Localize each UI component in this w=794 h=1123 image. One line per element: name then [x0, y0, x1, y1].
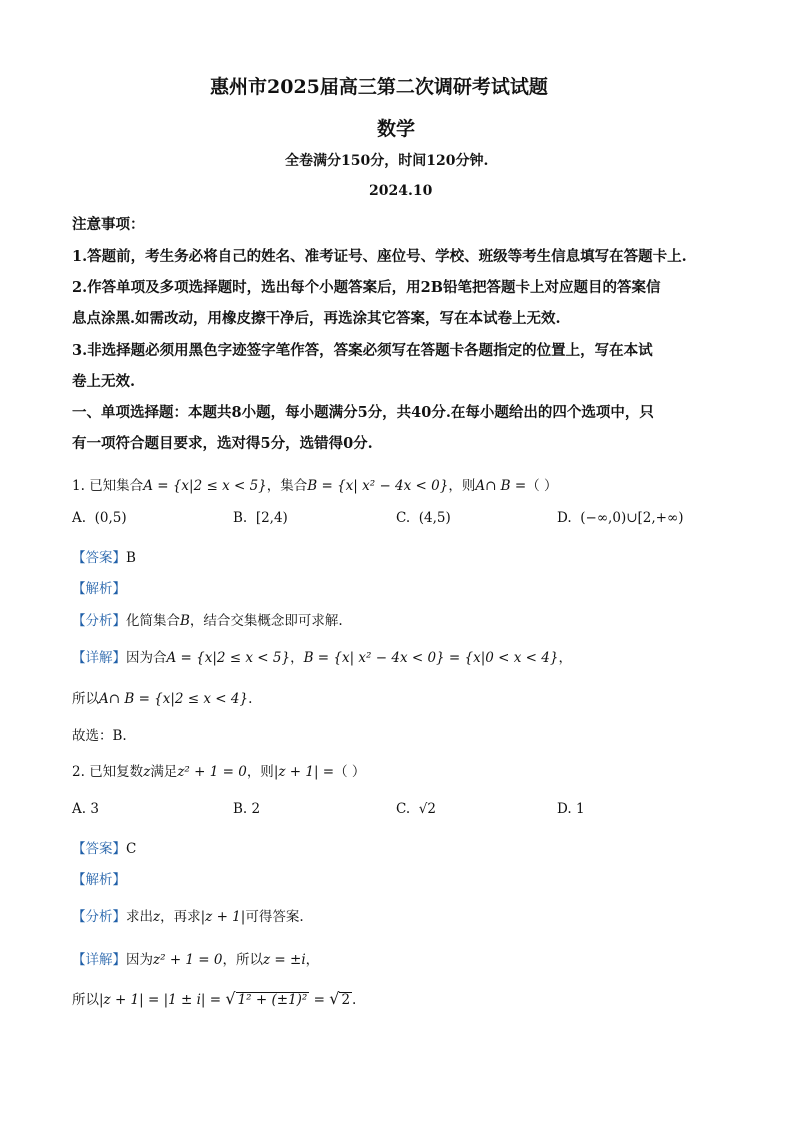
question-number: 2. — [72, 764, 85, 780]
option-value: 1 — [575, 801, 585, 817]
analysis-text: ，结合交集概念即可求解. — [189, 613, 343, 629]
notice-item-3-line-2: 卷上无效. — [72, 373, 136, 390]
option-a — [72, 510, 127, 526]
detail-text: ，所以 — [222, 952, 263, 968]
option-a — [72, 801, 99, 817]
option-d — [557, 510, 684, 526]
exam-info: 全卷满分150分，时间120分钟. — [285, 153, 489, 169]
subject-title: 数学 — [377, 118, 416, 140]
set-b-expr: B = {x| x² − 4x < 0} — [307, 478, 449, 494]
conclusion-expr: = — [313, 992, 325, 1008]
question-text: 满足 — [150, 764, 178, 780]
analysis-line — [72, 905, 304, 925]
answer-value: C — [126, 841, 137, 857]
analysis-text: 求出 — [126, 909, 153, 925]
detail-expr: A = {x|2 ≤ x < 5} — [166, 650, 291, 666]
section-1-line-2: 有一项符合题目要求，选对得5分，选错得0分. — [72, 435, 373, 452]
conclusion-line — [72, 687, 252, 707]
detail-end: ， — [305, 952, 320, 968]
conclusion-expr: |z + 1| = |1 ± i| = — [99, 992, 222, 1008]
sqrt-sign: √ — [329, 989, 340, 1008]
detail-end: ， — [558, 650, 572, 666]
question-1-stem — [72, 474, 558, 494]
option-value: (0,5) — [94, 510, 127, 526]
detail-expr: z = ±i — [263, 952, 306, 968]
sqrt-radicand: 2 — [341, 992, 351, 1008]
fenxi-tag: 【分析】 — [72, 613, 126, 629]
exam-date: 2024.10 — [369, 183, 433, 199]
answer-tag: 【答案】 — [72, 550, 126, 566]
detail-line — [72, 948, 319, 968]
detail-text: 因为 — [126, 952, 153, 968]
question-2-stem — [72, 760, 365, 780]
analysis-text: ，再求 — [160, 909, 201, 925]
var-z: z — [143, 764, 151, 780]
analysis-text: 化简集合 — [126, 613, 180, 629]
analysis-tag: 【解析】 — [72, 581, 126, 597]
option-value: (4,5) — [418, 510, 451, 526]
intersection-expr: A∩ B = — [475, 478, 527, 494]
sqrt-radicand: 1² + (±1)² — [237, 992, 308, 1008]
set-a-expr: A = {x|2 ≤ x < 5} — [143, 478, 267, 494]
option-value: (−∞,0)∪[2,+∞) — [580, 510, 684, 526]
sqrt-sign: √ — [225, 989, 236, 1008]
answer-line — [72, 837, 136, 857]
conclusion-text: 所以 — [72, 992, 99, 1008]
answer-blank: （ ） — [334, 764, 366, 780]
option-label: B. — [233, 801, 248, 817]
fenxi-tag: 【分析】 — [72, 909, 126, 925]
analysis-tag: 【解析】 — [72, 872, 126, 888]
option-value: [2,4) — [255, 510, 288, 526]
detail-expr: B = {x| x² − 4x < 0} = {x|0 < x < 4} — [303, 650, 559, 666]
section-1-line-1: 一、单项选择题：本题共8小题，每小题满分5分，共40分.在每小题给出的四个选项中，只 — [72, 404, 654, 421]
notice-item-2-line-2: 息点涂黑.如需改动，用橡皮擦干净后，再选涂其它答案，写在本试卷上无效. — [72, 310, 561, 327]
answer-line — [72, 546, 136, 566]
question-text: 已知集合 — [89, 478, 144, 494]
answer-value: B — [126, 550, 136, 566]
question-text: ，集合 — [266, 478, 308, 494]
detail-text: 因为合 — [126, 650, 167, 666]
option-label: A. — [72, 510, 87, 526]
condition-expr: z² + 1 = 0 — [177, 764, 247, 780]
option-label: C. — [396, 510, 411, 526]
notice-heading: 注意事项： — [72, 216, 145, 233]
option-label: B. — [233, 510, 248, 526]
option-b — [233, 801, 260, 817]
option-c — [396, 801, 436, 817]
question-text: 已知复数 — [89, 764, 144, 780]
conclusion-line — [72, 988, 356, 1008]
answer-blank: （ ） — [526, 478, 558, 494]
abs-expr: |z + 1| = — [273, 764, 335, 780]
option-b — [233, 510, 288, 526]
analysis-var: z — [153, 909, 161, 925]
conclusion-expr: A∩ B = {x|2 ≤ x < 4} — [99, 691, 249, 707]
analysis-text: 可得答案. — [245, 909, 304, 925]
detail-sep: ， — [290, 650, 304, 666]
option-d — [557, 801, 585, 817]
conclusion-end: . — [248, 691, 253, 707]
question-text: ，则 — [246, 764, 274, 780]
detail-tag: 【详解】 — [72, 952, 126, 968]
option-c — [396, 510, 451, 526]
option-value: 2 — [251, 801, 261, 817]
notice-item-2-line-1: 2.作答单项及多项选择题时，选出每个小题答案后，用2B铅笔把答题卡上对应题目的答案信 — [72, 279, 661, 296]
detail-line — [72, 646, 572, 666]
option-value: 3 — [90, 801, 99, 817]
question-number: 1. — [72, 478, 85, 494]
analysis-line — [72, 609, 343, 629]
analysis-expr: |z + 1| — [200, 909, 246, 925]
notice-item-3-line-1: 3.非选择题必须用黑色字迹签字笔作答，答案必须写在答题卡各题指定的位置上，写在本试 — [72, 342, 653, 359]
option-label: A. — [72, 801, 87, 817]
conclusion-end: . — [352, 992, 357, 1008]
option-label: D. — [557, 801, 572, 817]
notice-item-1: 1.答题前，考生务必将自己的姓名、准考证号、座位号、学校、班级等考生信息填写在答题卡上. — [72, 248, 687, 265]
option-label: D. — [557, 510, 572, 526]
answer-tag: 【答案】 — [72, 841, 126, 857]
option-value: √2 — [418, 801, 436, 817]
question-text: ，则 — [448, 478, 476, 494]
choose-line: 故选：B. — [72, 728, 127, 744]
analysis-var: B — [180, 613, 190, 629]
detail-tag: 【详解】 — [72, 650, 126, 666]
conclusion-text: 所以 — [72, 691, 99, 707]
page-title: 惠州市2025届高三第二次调研考试试题 — [210, 76, 548, 98]
detail-expr: z² + 1 = 0 — [153, 952, 223, 968]
option-label: C. — [396, 801, 411, 817]
